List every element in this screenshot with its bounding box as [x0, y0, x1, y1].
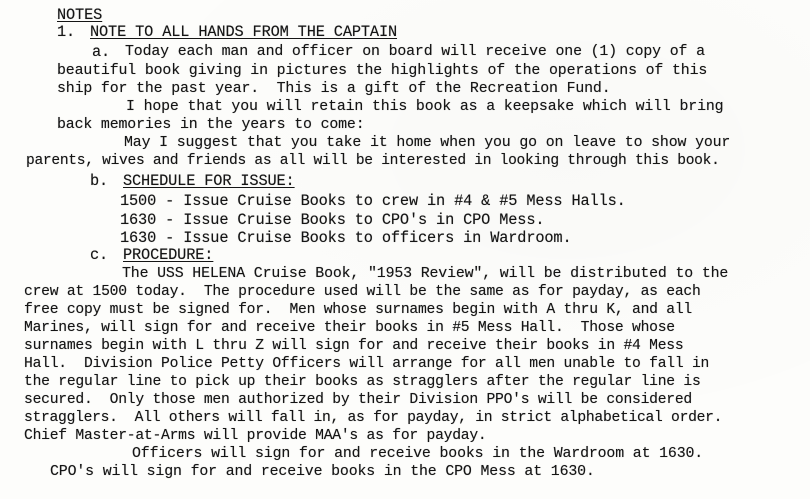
procedure-line: CPO's will sign for and receive books in the CPO Mess at 1630.: [50, 464, 595, 480]
section-a-letter: a.: [92, 43, 111, 61]
procedure-line: Chief Master-at-Arms will provide MAA's as for payday.: [24, 428, 487, 444]
procedure-line: Officers will sign for and receive books in the Wardroom at 1630.: [132, 446, 704, 462]
section-a-line: ship for the past year. This is a gift of the Recreation Fund.: [57, 81, 611, 97]
section-a-line: back memories in the years to come:: [57, 117, 365, 133]
item-number: 1.: [57, 23, 76, 41]
schedule-item: 1500 - Issue Cruise Books to crew in #4 & #5 Mess Halls.: [120, 192, 626, 210]
procedure-line: The USS HELENA Cruise Book, "1953 Review", will be distributed to the: [122, 266, 729, 282]
notes-label: NOTES: [57, 6, 103, 24]
section-a-line: beautiful book giving in pictures the highlights of the operations of this: [57, 63, 708, 79]
section-a-line: Today each man and officer on board will receive one (1) copy of a: [125, 44, 705, 60]
procedure-line: Marines, will sign for and receive their books in #5 Mess Hall. Those whose: [24, 320, 675, 336]
schedule-heading: SCHEDULE FOR ISSUE:: [123, 172, 295, 190]
schedule-item: 1630 - Issue Cruise Books to CPO's in CPO Mess.: [120, 211, 545, 229]
procedure-line: surnames begin with L thru Z will sign for and receive their books in #4 Mess: [24, 338, 684, 354]
schedule-item: 1630 - Issue Cruise Books to officers in Wardroom.: [120, 229, 572, 247]
procedure-line: Hall. Division Police Petty Officers will arrange for all men unable to fall in: [24, 356, 710, 372]
procedure-line: the regular line to pick up their books as stragglers after the regular line is: [24, 374, 701, 390]
procedure-line: free copy must be signed for. Men whose surnames begin with A thru K, and all: [24, 302, 692, 318]
section-b-letter: b.: [90, 172, 109, 190]
section-a-line: parents, wives and friends as all will be interested in looking through this book.: [26, 153, 720, 169]
memo-title: NOTE TO ALL HANDS FROM THE CAPTAIN: [90, 23, 398, 41]
section-c-letter: c.: [90, 246, 109, 264]
procedure-line: stragglers. All others will fall in, as for payday, in strict alphabetical order.: [24, 410, 723, 426]
section-a-line: I hope that you will retain this book as a keepsake which will bring: [126, 99, 724, 115]
procedure-line: crew at 1500 today. The procedure used will be the same as for payday, as each: [24, 284, 701, 300]
procedure-line: secured. Only those men authorized by their Division PPO's will be considered: [24, 392, 692, 408]
procedure-heading: PROCEDURE:: [123, 246, 214, 264]
section-a-line: May I suggest that you take it home when you go on leave to show your: [124, 135, 731, 151]
